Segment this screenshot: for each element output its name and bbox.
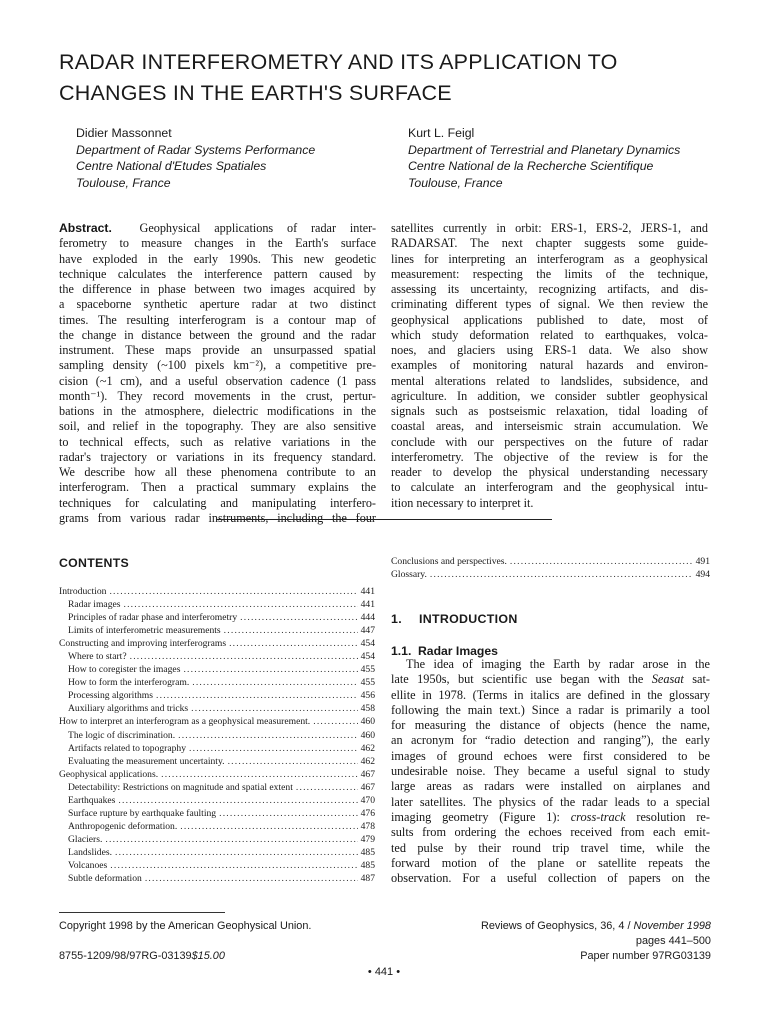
dot-leader	[109, 585, 357, 598]
author-block-2	[408, 125, 680, 191]
dot-leader	[229, 637, 358, 650]
dot-leader	[224, 624, 358, 637]
contents-entry-page: 462	[360, 755, 375, 767]
contents-entry-page: 491	[695, 556, 710, 567]
abstract-line: techniques for calculating and manipulating interfero-	[59, 495, 376, 510]
contents-entry-page: 467	[360, 781, 375, 793]
dot-leader	[156, 689, 358, 702]
contents-entry[interactable]	[391, 568, 710, 581]
abstract-line: a spaceborne synthetic aperture radar at two distinct	[59, 297, 376, 312]
contents-entry[interactable]	[59, 663, 375, 676]
contents-entry-title: Surface rupture by earthquake faulting	[68, 807, 217, 819]
abstract-line: the change in distance between the ground and the radar	[59, 327, 376, 342]
abstract-line: sampling density (~100 pixels km⁻²), a competitive pre-	[59, 358, 376, 373]
article-code	[59, 949, 225, 964]
contents-entry-page: 485	[360, 846, 375, 858]
subsection-number: 1.1.	[391, 644, 412, 658]
dot-leader	[219, 807, 358, 820]
dot-leader	[183, 663, 357, 676]
copyright-notice: Copyright 1998 by the American Geophysical Union.	[59, 920, 312, 932]
abstract-line: ition necessary to interpret it.	[391, 495, 534, 510]
dot-leader	[180, 820, 357, 833]
contents-entry[interactable]	[59, 729, 375, 742]
contents-entry-title: Where to start?	[68, 651, 127, 663]
abstract-column-right	[391, 221, 708, 511]
contents-entry-title: Earthquakes	[68, 794, 116, 806]
contents-entry[interactable]	[59, 702, 375, 715]
abstract-column-left	[59, 221, 376, 526]
article-title	[59, 47, 719, 109]
abstract-line: which study deformation related to earthquakes, volca-	[391, 327, 708, 342]
dot-leader	[110, 859, 357, 872]
contents-entry-title: Introduction	[59, 586, 107, 597]
contents-entry-title: Radar images	[68, 599, 121, 611]
dot-leader	[115, 846, 358, 859]
contents-entry-page: 460	[360, 716, 375, 728]
dot-leader	[105, 833, 357, 846]
abstract-label: Abstract.	[59, 221, 112, 235]
dot-leader	[145, 872, 358, 885]
contents-entry-page: 454	[360, 638, 375, 650]
contents-entry[interactable]	[59, 846, 375, 859]
abstract-line: examples of monitoring natural hazards and environ-	[391, 358, 708, 373]
abstract-line: radar's trajectory or variations in its frequency standard.	[59, 449, 376, 464]
abstract-line: RADARSAT. The next chapter suggests some guide-	[391, 236, 708, 251]
journal-name: Reviews of Geophysics, 36, 4 /	[480, 920, 634, 932]
dot-leader	[191, 702, 357, 715]
abstract-line: We describe how all these phenomena contribute to an	[59, 465, 376, 479]
contents-entry-page: 470	[360, 794, 375, 806]
body-line: undesirable noise. They became a useful signal to study	[391, 764, 710, 779]
abstract-line: times. The resulting interferogram is a contour map of	[59, 312, 376, 327]
dot-leader	[430, 568, 693, 581]
abstract-line: satellites currently in orbit: ERS-1, ERS-2, JERS-1, and	[391, 221, 708, 235]
dot-leader	[161, 768, 358, 781]
contents-entry-title: Volcanoes	[68, 859, 108, 871]
author-affiliation-line: Centre National d'Etudes Spatiales	[76, 159, 267, 173]
contents-entry[interactable]	[59, 794, 375, 807]
body-line: forward motion of the plane or satellite repeats the	[391, 855, 710, 870]
abstract-line: interferometry. The objective of the review is for the	[391, 449, 708, 464]
contents-entry-page: 476	[360, 807, 375, 819]
contents-entry-title: How to coregister the images	[68, 664, 181, 676]
abstract-line: assessing its uncertainty, recognizing artifacts, and dis-	[391, 282, 708, 296]
contents-entry[interactable]	[59, 689, 375, 702]
abstract-line: lines for interpreting an interferogram as a geophysical	[391, 251, 708, 266]
contents-entry-title: Auxiliary algorithms and tricks	[68, 703, 189, 715]
contents-entry[interactable]	[59, 820, 375, 833]
section-title: INTRODUCTION	[419, 612, 518, 626]
abstract-line: mental alterations related to landslides, subsidence, and	[391, 373, 708, 388]
contents-entry-title: Limits of interferometric measurements	[68, 625, 221, 637]
title-line-1: RADAR INTERFEROMETRY AND ITS APPLICATION TO	[59, 50, 618, 74]
contents-entry-page: 455	[360, 664, 375, 676]
abstract-line: interferogram. Then a practical summary explains the	[59, 480, 376, 495]
paper-number: Paper number 97RG03139	[580, 950, 711, 962]
contents-entry-page: 478	[360, 820, 375, 832]
contents-entry-title: Detectability: Restrictions on magnitude and spatial extent	[68, 781, 293, 793]
body-line: an acronym for “radio detection and ranging”), the early	[391, 733, 710, 748]
issue-date: November 1998	[633, 920, 711, 932]
abstract-line: the difference in phase between two images acquired by	[59, 282, 376, 296]
body-line: sults from ordering the echoes received from each emit-	[391, 825, 710, 840]
journal-line	[481, 919, 711, 934]
contents-entry[interactable]	[59, 611, 375, 624]
subsection-title: Radar Images	[418, 644, 498, 658]
contents-entry[interactable]	[59, 872, 375, 885]
contents-entry-title: How to form the interferogram.	[68, 677, 190, 689]
abstract-line: technique calculates the interference pattern caused by	[59, 266, 376, 281]
body-line: for measuring the distance of objects (hence the name,	[391, 718, 710, 733]
contents-entry-title: Artifacts related to topography	[68, 742, 187, 754]
contents-heading: CONTENTS	[59, 556, 130, 570]
author-name: Kurt L. Feigl	[408, 126, 475, 140]
subsection-heading	[391, 644, 498, 658]
contents-entry[interactable]	[391, 555, 710, 568]
abstract-line: criminating different types of signal. We then review the	[391, 297, 708, 312]
author-affiliation-line: Department of Radar Systems Performance	[76, 142, 316, 157]
section-divider	[216, 519, 552, 520]
contents-entry-page: 441	[360, 586, 375, 597]
contents-list-left	[59, 585, 375, 885]
contents-entry-page: 487	[360, 873, 375, 885]
contents-list-right	[391, 555, 710, 581]
introduction-body	[391, 657, 710, 886]
section-number: 1.	[391, 612, 402, 626]
dot-leader	[296, 781, 358, 794]
body-line: observation. For a useful collection of papers on the	[391, 871, 710, 886]
page-number: • 441 •	[367, 966, 401, 978]
dot-leader	[510, 555, 693, 568]
abstract-line: grams from various radar instruments, including the four	[59, 510, 376, 525]
contents-entry-page: 444	[360, 612, 375, 624]
footnote-rule	[59, 912, 225, 913]
contents-entry[interactable]	[59, 807, 375, 820]
dot-leader	[228, 755, 358, 768]
contents-entry-page: 447	[360, 625, 375, 637]
code-number: 8755-1209/98/97RG-03139	[59, 950, 192, 962]
abstract-line: signals such as postseismic relaxation, tidal loading of	[391, 404, 708, 418]
abstract-line: soil, and relief in the topography. They are also sensitive	[59, 419, 376, 434]
article-price: $15.00	[191, 950, 225, 962]
body-line: imaging geometry (Figure 1): cross-track resolution re-	[391, 809, 710, 824]
dot-leader	[313, 715, 357, 728]
body-line: late 1950s, but scientific use began with the Seasat sat-	[391, 672, 710, 687]
contents-entry-page: 460	[360, 729, 375, 741]
contents-entry-page: 479	[360, 833, 375, 845]
abstract-line: noes, and glaciers using ERS-1 data. We also show	[391, 343, 708, 357]
contents-entry[interactable]	[59, 859, 375, 872]
dot-leader	[130, 650, 358, 663]
author-affiliation-line: Toulouse, France	[408, 175, 503, 190]
contents-entry-title: The logic of discrimination.	[68, 729, 176, 741]
contents-entry-title: Conclusions and perspectives.	[391, 556, 507, 567]
contents-entry-title: Subtle deformation	[68, 873, 142, 885]
author-block-1	[76, 125, 315, 191]
contents-entry[interactable]	[59, 598, 375, 611]
contents-entry-page: 454	[360, 651, 375, 663]
abstract-line: instrument. These maps provide an unsurpassed spatial	[59, 343, 376, 357]
contents-entry-title: Glossary.	[391, 569, 427, 581]
dot-leader	[118, 794, 357, 807]
abstract-line: have exploded in the early 1990s. This new geodetic	[59, 251, 376, 266]
author-name: Didier Massonnet	[76, 126, 172, 140]
contents-entry-title: Geophysical applications.	[59, 768, 159, 780]
section-heading	[391, 612, 518, 626]
body-line: large areas as radars were installed on airplanes and	[391, 779, 710, 794]
abstract-line: geophysical applications published to date, most of	[391, 312, 708, 327]
abstract-line: Abstract. Geophysical applications of radar inter-	[59, 221, 377, 235]
author-affiliation-line: Centre National de la Recherche Scientifique	[408, 159, 654, 173]
dot-leader	[189, 742, 358, 755]
abstract-line: to technical effects, such as relative variations in the	[59, 434, 376, 449]
contents-entry[interactable]	[59, 715, 375, 728]
contents-entry-title: Glaciers.	[68, 833, 103, 845]
abstract-line: cision (~1 cm), and a useful observation cadence (1 pass	[59, 373, 376, 388]
dot-leader	[178, 729, 358, 742]
contents-entry[interactable]	[59, 585, 375, 598]
journal-citation	[481, 919, 711, 964]
abstract-line: ferometry to measure changes in the Earth's surface	[59, 236, 376, 251]
contents-entry-page: 458	[360, 703, 375, 715]
contents-entry-page: 441	[360, 599, 375, 611]
contents-entry[interactable]	[59, 624, 375, 637]
page-range: pages 441–500	[635, 935, 711, 947]
abstract-line: to calculate an interferogram and the geophysical intu-	[391, 480, 708, 495]
contents-entry-page: 462	[360, 742, 375, 754]
contents-entry-page: 485	[360, 859, 375, 871]
body-line: following the main text.) Since a radar is primarily a tool	[391, 702, 710, 717]
dot-leader	[123, 598, 357, 611]
abstract-line: month⁻¹). They record movements in the crust, pertur-	[59, 388, 376, 403]
contents-entry-page: 467	[360, 768, 375, 780]
contents-entry-page: 455	[360, 677, 375, 689]
body-line: ellite in 1978. (Terms in italics are defined in the glossary	[391, 687, 710, 702]
contents-entry-title: Constructing and improving interferograms	[59, 638, 227, 650]
contents-entry-title: Landslides.	[68, 846, 112, 858]
contents-entry[interactable]	[59, 676, 375, 689]
contents-entry-title: Evaluating the measurement uncertainty.	[68, 755, 225, 767]
contents-entry[interactable]	[59, 833, 375, 846]
abstract-line: coastal areas, and interseismic strain accumulation. We	[391, 419, 708, 434]
contents-entry-page: 456	[360, 690, 375, 702]
abstract-line: conclude with our perspectives on the future of radar	[391, 434, 708, 449]
author-affiliation-line: Department of Terrestrial and Planetary Dynamics	[408, 142, 681, 157]
contents-entry[interactable]	[59, 755, 375, 768]
abstract-line: bations in the atmosphere, dielectric modifications in the	[59, 404, 376, 418]
contents-entry[interactable]	[59, 742, 375, 755]
contents-entry[interactable]	[59, 781, 375, 794]
contents-entry-page: 494	[695, 569, 710, 581]
body-line: The idea of imaging the Earth by radar arose in the	[406, 657, 710, 671]
contents-entry[interactable]	[59, 768, 375, 781]
author-affiliation-line: Toulouse, France	[76, 175, 171, 190]
contents-entry[interactable]	[59, 637, 375, 650]
body-line: later satellites. The physics of the radar leads to a special	[391, 794, 710, 809]
contents-entry-title: How to interpret an interferogram as a geophysical measurement.	[59, 716, 311, 728]
contents-entry-title: Principles of radar phase and interferometry	[68, 612, 238, 624]
body-line: ted pulse by their round trip travel time, while the	[391, 840, 710, 855]
dot-leader	[192, 676, 357, 689]
body-line: images of ground echoes were first considered to be	[391, 748, 710, 763]
abstract-line: measurement: respecting the limits of the technique,	[391, 266, 708, 281]
contents-entry-title: Anthropogenic deformation.	[68, 820, 178, 832]
abstract-line: reader to develop the physical understanding necessary	[391, 465, 708, 479]
contents-entry-title: Processing algorithms	[68, 690, 154, 702]
abstract-line: agriculture. In addition, we consider subtler geophysical	[391, 388, 708, 403]
contents-entry[interactable]	[59, 650, 375, 663]
title-line-2: CHANGES IN THE EARTH'S SURFACE	[59, 81, 452, 105]
dot-leader	[240, 611, 357, 624]
